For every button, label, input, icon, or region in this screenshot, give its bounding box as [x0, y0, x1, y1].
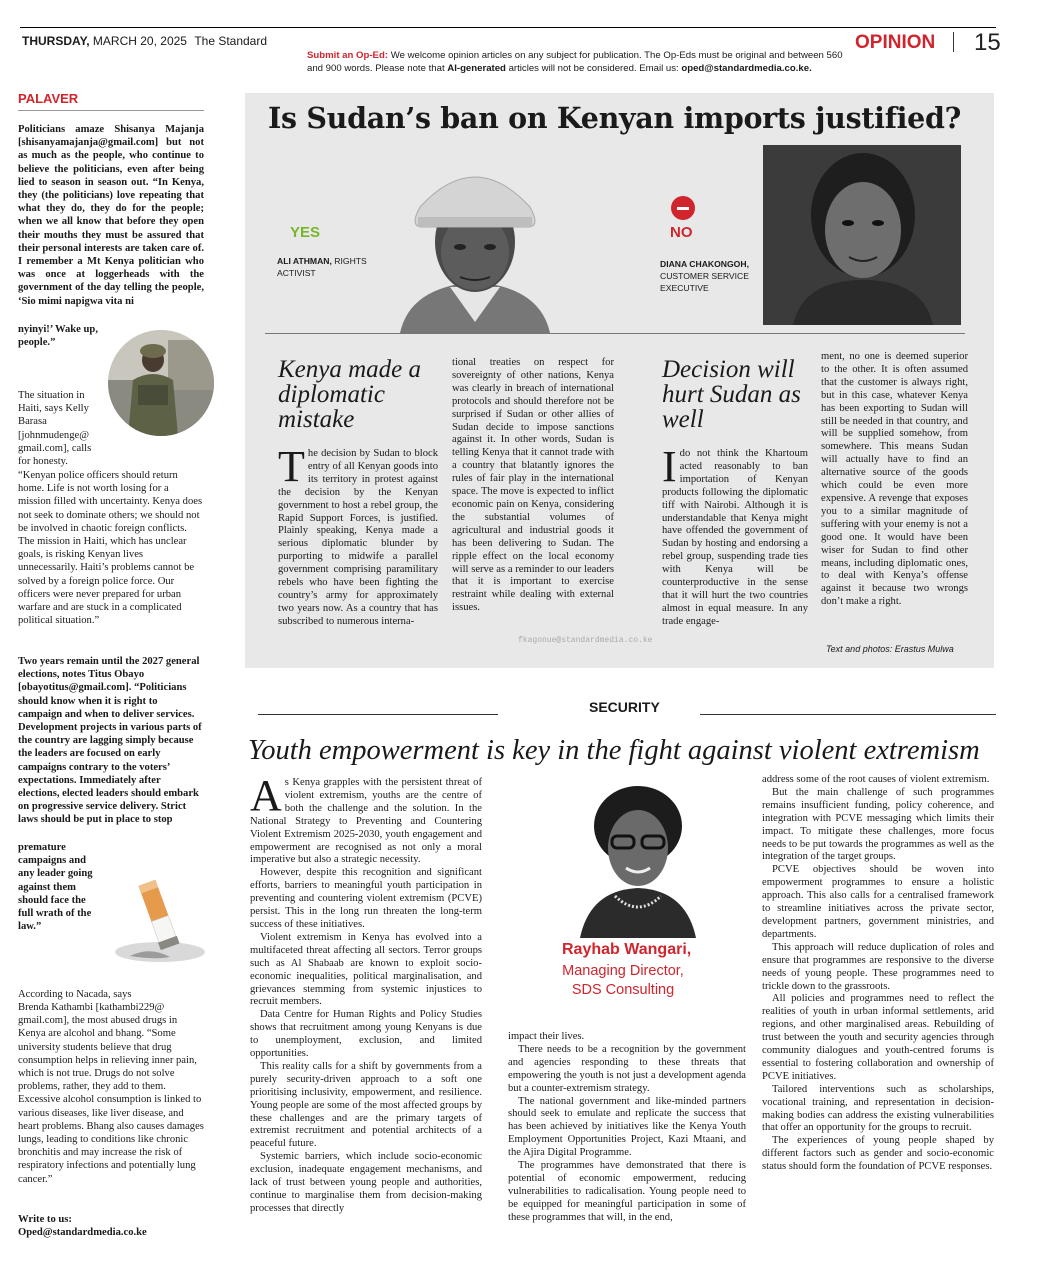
- debate-rule: [265, 333, 965, 334]
- palaver-item-1: [18, 123, 204, 308]
- write-to-us: [18, 1213, 204, 1239]
- security-dropcap: A: [250, 771, 282, 820]
- yes-col-1: The decision by Sudan to block entry of all Kenyan goods into its territory in protest against the decision by the Kenyan government to host a rebel group, the Rapid Support Forces, is justified. Plainly speaking, Kenya made a serious diplomatic blunder by purporting to midwife a parallel government comprising paramilitary rebels who have been fighting the country’s army for approximately two years now. As a country that has subscribed to numerous interna-: [278, 442, 438, 627]
- no-col-1: Ido not think the Khartoum acted reasonably to ban importation of Kenyan products following the diplomatic tiff with Nairobi. Although it is understandable that Kenya might have offended the government of Sudan by hosting and endorsing a rebel group, suspending trade ties with Kenya will be counterproductive in the sense that it will hurt the two countries almost in equal measure. In any trade engage-: [662, 442, 808, 627]
- section-label: OPINION: [855, 32, 936, 53]
- yes-name: ALI ATHMAN,: [277, 256, 332, 266]
- author-role: Managing Director, SDS Consulting: [562, 963, 684, 998]
- debate-title: Is Sudan’s ban on Kenyan imports justified?: [268, 101, 962, 135]
- write-label: Write to us:: [18, 1214, 72, 1225]
- yes-portrait: [380, 147, 568, 333]
- yes-caption: [277, 255, 377, 279]
- palaver-item-1-end: nyinyi!’ Wake up, people.”: [18, 324, 98, 349]
- security-rule-left: [258, 714, 498, 715]
- security-col-3: address some of the root causes of violent extremism. But the main challenge of such programmes remains insufficient funding, policy coherence, and integration with PCVE messaging which limits their impact. To mitigate these challenges, more focus needs to be put towards the programmes as well as the integration of the target groups. PCVE objectives should be woven into empowerment programmes to ensure a holistic approach. This also calls for a centralised framework to streamline initiatives across the private sector, development partners, government ministries, and departments. This approach will reduce duplication of roles and ensure that programmes are responsive to the diverse needs of young people. These programmes need to trickle down to the grassroots. All policies and programmes need to reflect the realities of youth in urban informal settlements, arid regions, and other marginalised areas. Rebuilding of trust between the youth and security agencies through community dialogues and youth-centred forums is essential to fostering collaboration and ownership of PCVE initiatives. Tailored interventions such as scholarships, vocational training, and representation in decision-making bodies can address the existing vulnerabilities that offer an opportunity for the groups to recruit. The experiences of young people shaped by different factors such as gender and socio-economic status should form the foundation of PCVE responses.: [762, 774, 994, 1173]
- photo-credit: Text and photos: Erastus Mulwa: [826, 644, 954, 654]
- palaver-item-3-end: premature campaigns and any leader going against them should face the full wrath of the law.”: [18, 842, 93, 933]
- author-name: Rayhab Wangari,: [562, 941, 692, 958]
- yes-headline: Kenya made a diplomatic mistake: [278, 356, 422, 433]
- dateline-paper: The Standard: [194, 34, 268, 48]
- oped-bold: AI-generated: [447, 62, 506, 74]
- palaver-item-2: “Kenyan police officers should return home. Life is not worth losing for a mission filled with uncertainty. Kenya does not seek to dominate others; we should not be involved in chaotic foreign conflicts. The mission in Haiti, which has unclear goals, is risking Kenyan lives unnecessarily. Haiti’s problems cannot be solved by a foreign police force. Our officers were never prepared for urban warfare and are stuck in a complicated political situation.”: [18, 470, 203, 627]
- security-col-1: As Kenya grapples with the persistent threat of violent extremism, youths are the centre of both the challenge and the solution. In the National Strategy to Preventing and Countering Violent Extremism 2025-2030, youth engagement and empowerment are recognised as not only a moral imperative but also a strategic necessity. However, despite this recognition and significant efforts, barriers to meaningful youth participation in preventing and countering violent extremism (PCVE) persist. This in the long run threaten the long-term success of these initiatives. Violent extremism in Kenya has evolved into a multifaceted threat affecting all sectors. Terror groups such as Al Shabaab are known to exploit socio-economic inequalities, political marginalisation, and grievances stemming from systemic injustices to recruit members. Data Centre for Human Rights and Policy Studies shows that recruitment among young Kenyans is due to unemployment, exclusion, and limited opportunities. This reality calls for a shift by governments from a purely security-driven approach to a soft one prioritising inclusivity, empowerment, and resilience. Young people are some of the most affected groups by these challenges and are the primary targets of extremist recruitment and potential architects of a peaceful future. Systemic barriers, which include socio-economic exclusion, inadequate engagement mechanisms, and lack of trust between young people and authorities, continue to marginalise them from decision-making processes that directly: [250, 771, 482, 1214]
- palaver-item-4: Brenda Kathambi [kathambi229@ gmail.com], the most abused drugs in Kenya are alcohol and bhang. “Some university students believe that drug consumption helps in relieving inner pain, which is not true. Drugs do not solve problems, rather, they add to them. Excessive alcohol consumption is linked to various diseases, like liver disease, and heart problems. Bhang also causes damages lungs, leading to conditions like chronic bronchitis and may increase the risk of respiratory infections and potentially lung cancer.”: [18, 1002, 204, 1185]
- no-label: NO: [670, 224, 693, 241]
- no-icon: [671, 196, 695, 220]
- palaver-item-4-start: According to Nacada, says: [18, 989, 132, 1000]
- no-role: CUSTOMER SERVICE EXECUTIVE: [660, 271, 749, 293]
- security-rule-right: [700, 714, 996, 715]
- security-title: Youth empowerment is key in the fight against violent extremism: [248, 735, 980, 766]
- no-caption: [660, 258, 760, 294]
- palaver-item-3: Two years remain until the 2027 general elections, notes Titus Obayo [obayotitus@gmail.com]. “Politicians should know when it is right to campaign and when to deliver services. Development projects in various parts of the country are lagging simply because the leaders are focused on early campaigns contrary to the voters’ expectations. Immediately after elections, elected leaders should embark on progressive service delivery. Strict laws should be put in place to stop: [18, 656, 202, 826]
- security-label: SECURITY: [589, 699, 660, 715]
- oped-email: oped@standardmedia.co.ke.: [681, 62, 812, 74]
- write-email[interactable]: Oped@standardmedia.co.ke: [18, 1227, 147, 1239]
- no-headline: Decision will hurt Sudan as well: [662, 356, 801, 433]
- page-number: 15: [974, 29, 1001, 56]
- palaver-item-2-start: The situation in Haiti, says Kelly Barasa [johnmudenge@ gmail.com], calls for honesty.: [18, 390, 92, 468]
- oped-notice: [307, 50, 847, 75]
- palaver-title: PALAVER: [18, 91, 79, 106]
- soldier-photo: [108, 330, 214, 436]
- no-dropcap: I: [662, 442, 677, 491]
- palaver-rule: [18, 110, 204, 111]
- yes-dropcap: T: [278, 442, 305, 491]
- oped-text-2: articles will not be considered. Email us:: [505, 62, 682, 74]
- oped-text-1: We welcome opinion articles on any subject for publication. The Op-Eds must be original and between 560 and 900 words. Please note that: [307, 50, 843, 74]
- dateline-day: THURSDAY,: [22, 34, 90, 48]
- no-name: DIANA CHAKONGOH,: [660, 259, 749, 269]
- watermark: fkagonue@standardmedia.co.ke: [518, 636, 653, 645]
- palaver-item-1-text: Politicians amaze Shisanya Majanja [shisanyamajanja@gmail.com] but not as much as the people, who continue to believe the politicians, even after being lied to season in season out. “In Kenya, they (the politicians) love repeating that what they do, they do for the people; when we all know that before they open their mouths they must be assured that their personal interests are taken care of. I remember a Mt Kenya politician who was once at loggerheads with the government of the day telling the people, ‘Sio mimi napigwa vita ni: [18, 124, 204, 307]
- dateline-date: MARCH 20, 2025: [92, 34, 187, 48]
- author-photo: [560, 778, 710, 938]
- yes-label: YES: [290, 224, 321, 241]
- yes-col-2: tional treaties on respect for sovereignty of other nations, Kenya was clearly in breach of international protocols and should therefore not be surprised if Sudan or other allies of Sudan decide to impose sanctions against it. In other words, Sudan is telling Kenya that it cannot trade with a country that blatantly ignores the rules of fair play in the international space. The move is expected to inflict economic pain on Kenya, considering the substantial volumes of agricultural and industrial goods it has been delivering to Sudan. The ripple effect on the local economy will serve as a reminder to our leaders that it is important to exercise restraint while dealing with external issues.: [452, 357, 614, 614]
- no-portrait: [763, 145, 961, 325]
- oped-label: Submit an Op-Ed:: [307, 50, 389, 61]
- no-col-2: ment, no one is deemed superior to the other. It is often assumed that the customer is always right, but in this case, whatever Kenya has been exporting to Sudan will still be needed in that country, and will be supplied somehow, from somewhere. This means Sudan will actually have to find an alternative source of the goods which could be even more expensive. A revenge that exposes you to a similar magnitude of suffering with your enemy is not a good one. It would have been wiser for Sudan to find other means, including diplomatic ones, to deal with Kenya’s offense against it because two wrongs don’t make a right.: [821, 351, 968, 608]
- yes-role: RIGHTS ACTIVIST: [277, 256, 367, 278]
- security-col-2: impact their lives. There needs to be a recognition by the government and agencies responding to these threats that empowering the youth is not just a development agenda but a counter-extremism strategy. The national government and like-minded partners should seek to emulate and replicate the success that has been achieved by initiatives like the Kenya Youth Employment Opportunities Project, Kazi Mtaani, and the Ajira Digital Programme. The programmes have demonstrated that there is potential of economic empowerment, reducing vulnerabilities to radicalisation. Young people need to be equipped for meaningful participation in some of these programmes that will, in the end,: [508, 1031, 746, 1223]
- dateline: [22, 34, 267, 48]
- header-top-rule: [20, 27, 996, 28]
- header-divider: [953, 32, 954, 52]
- cigarette-illustration: [100, 860, 210, 970]
